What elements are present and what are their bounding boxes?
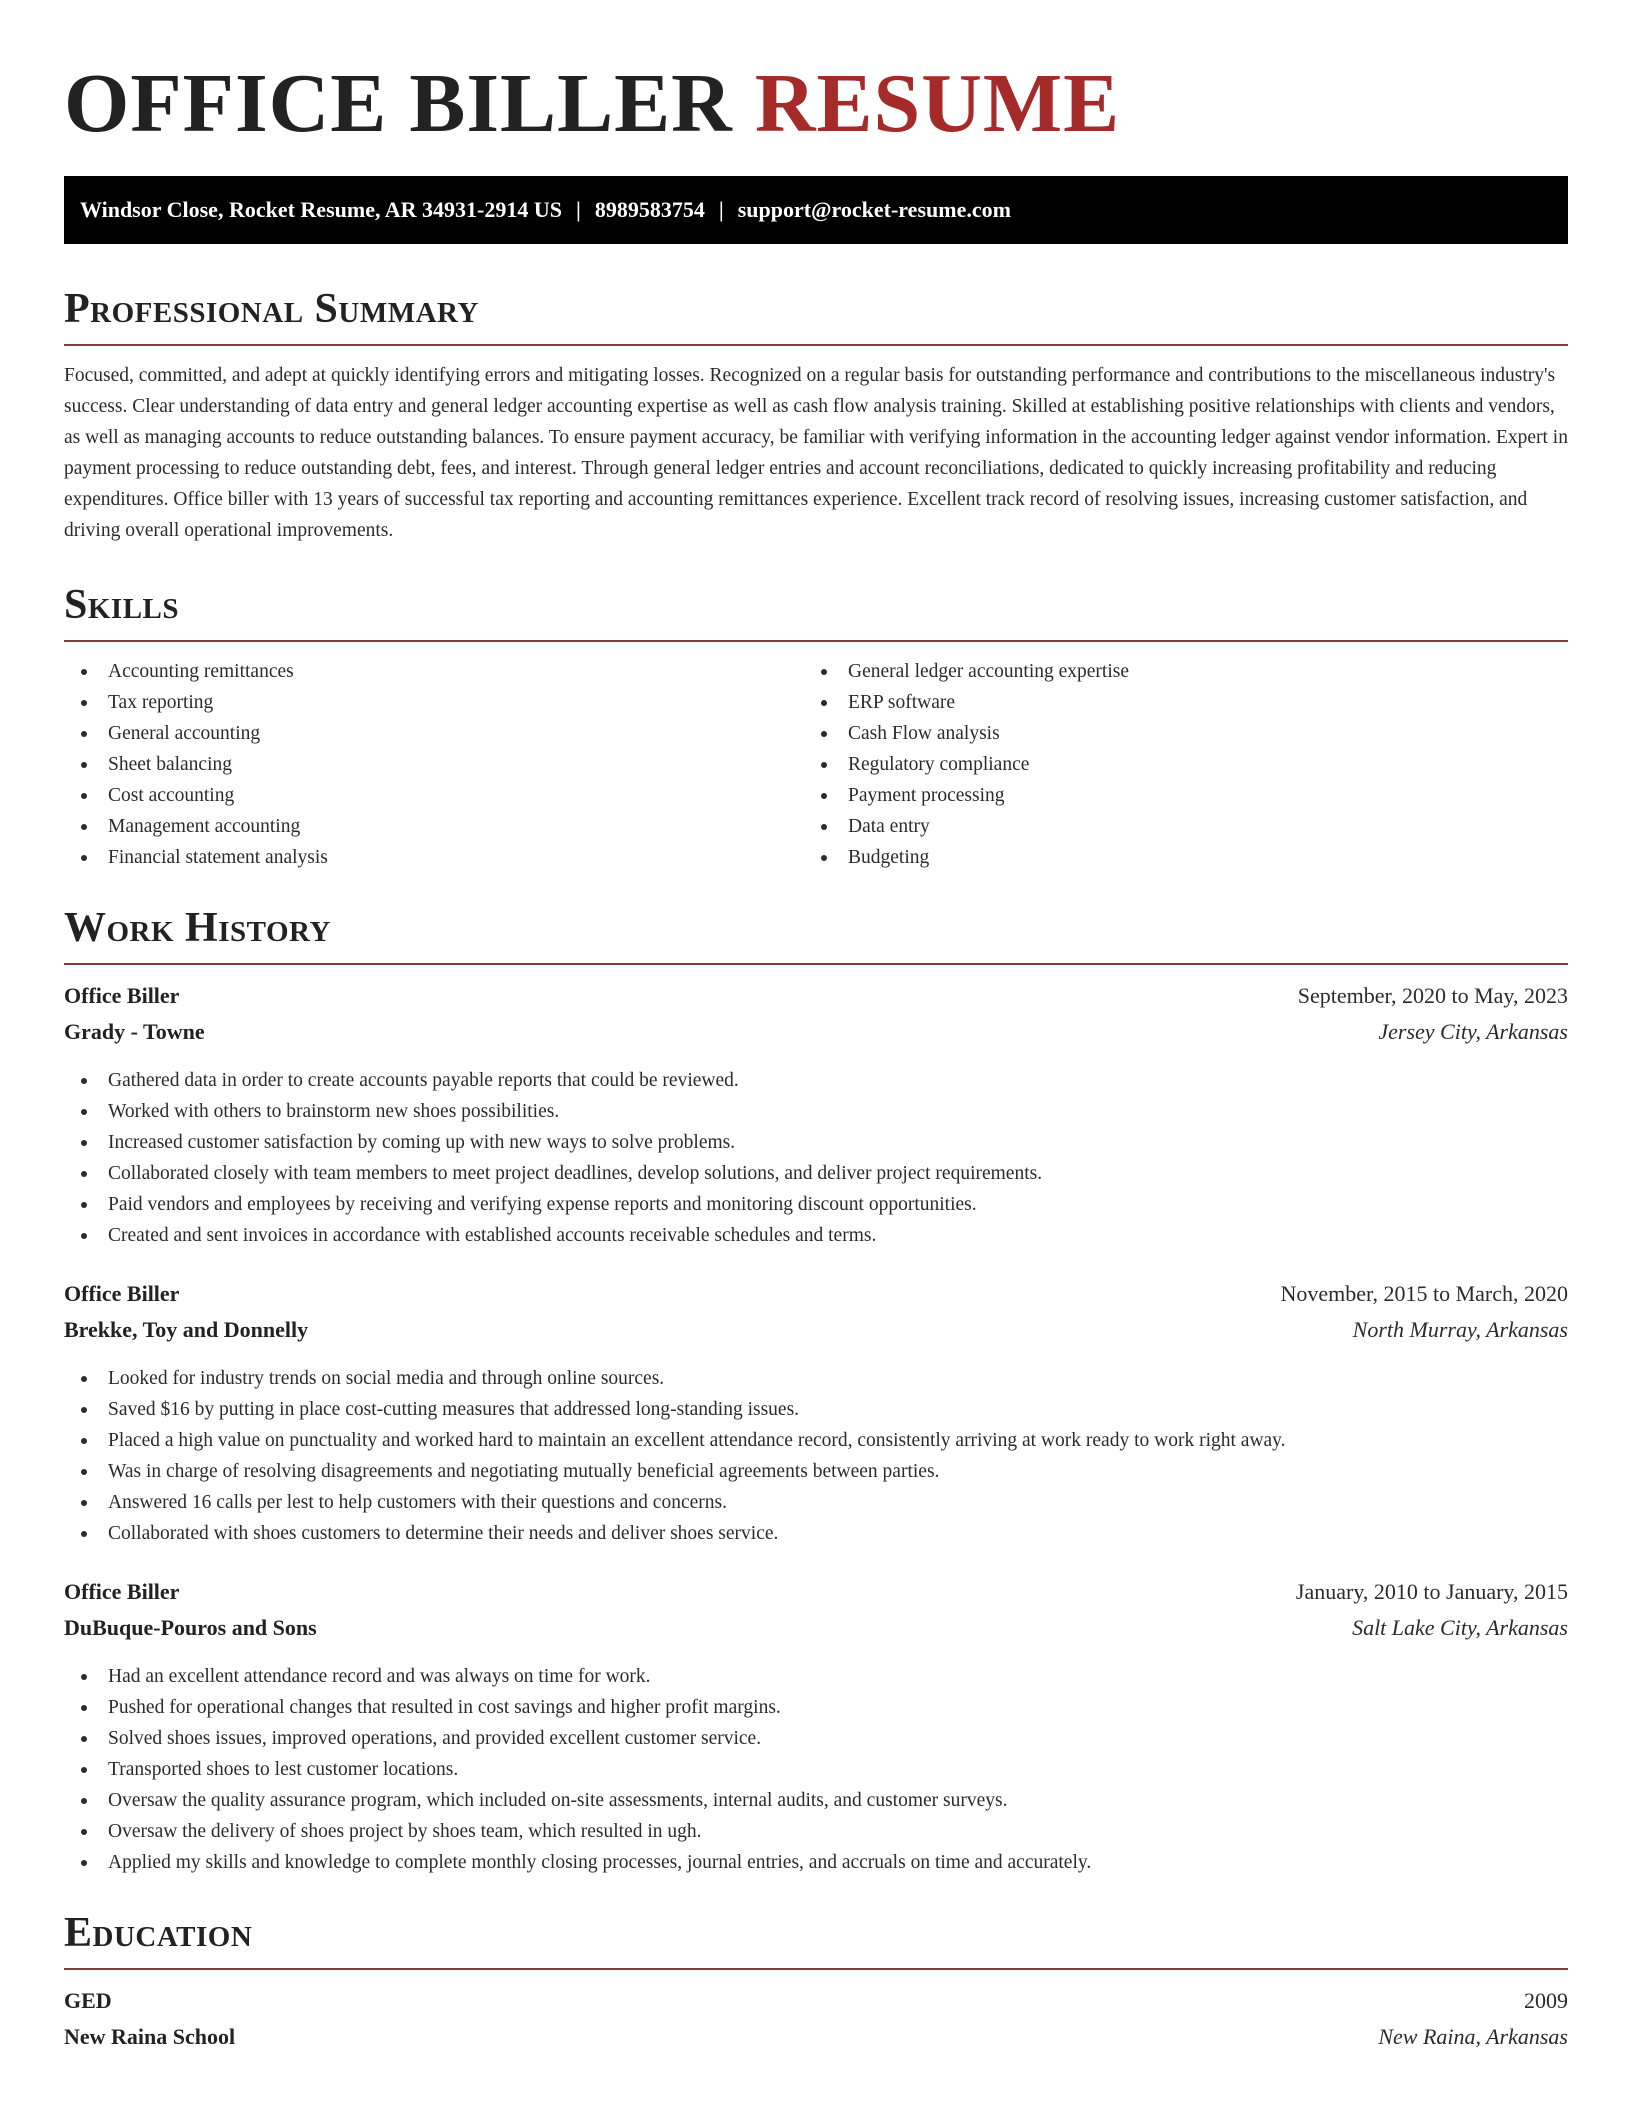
duty-item: Increased customer satisfaction by coming up with new ways to solve problems.	[64, 1127, 1568, 1158]
job-company: DuBuque-Pouros and Sons	[64, 1615, 317, 1640]
education-heading: Education	[64, 1908, 1568, 1970]
education-school: New Raina School	[64, 2024, 236, 2049]
skill-item: Data entry	[804, 811, 1544, 842]
summary-text: Focused, committed, and adept at quickly identifying errors and mitigating losses. Recognized on a regular basis for outstanding performance and contributions to the miscellaneous industry's success. Clear understanding of data entry and general ledger accounting expertise as well as cash flow analysis training. Skilled at establishing positive relationships with clients and vendors, as well as managing accounts to reduce outstanding balances. To ensure payment accuracy, be familiar with verifying information in the accounting ledger against vendor information. Expert in payment processing to reduce outstanding debt, fees, and interest. Through general ledger entries and account reconciliations, dedicated to quickly increasing profitability and reducing expenditures. Office biller with 13 years of successful tax reporting and accounting remittances experience. Excellent track record of resolving issues, increasing customer satisfaction, and driving overall operational improvements.	[64, 365, 1568, 541]
duty-item: Looked for industry trends on social media and through online sources.	[64, 1363, 1568, 1394]
skills-list	[64, 656, 1568, 873]
job-entry	[64, 1281, 1568, 1549]
job-location: Salt Lake City, Arkansas	[1352, 1615, 1568, 1640]
summary-heading: Professional Summary	[64, 284, 1568, 346]
skill-item: Management accounting	[64, 811, 804, 842]
job-location: Jersey City, Arkansas	[1378, 1019, 1568, 1044]
duty-item: Collaborated closely with team members to meet project deadlines, develop solutions, and deliver project requirements.	[64, 1158, 1568, 1189]
contact-address: Windsor Close, Rocket Resume, AR 34931-2914 US	[80, 197, 562, 222]
job-entry	[64, 983, 1568, 1251]
job-header-row	[64, 1281, 1568, 1317]
duty-item: Was in charge of resolving disagreements and negotiating mutually beneficial agreements between parties.	[64, 1456, 1568, 1487]
duty-item: Worked with others to brainstorm new shoes possibilities.	[64, 1096, 1568, 1127]
job-header-row	[64, 983, 1568, 1019]
duty-item: Saved $16 by putting in place cost-cutting measures that addressed long-standing issues.	[64, 1394, 1568, 1425]
skill-item: Sheet balancing	[64, 749, 804, 780]
duty-item: Gathered data in order to create accounts payable reports that could be reviewed.	[64, 1065, 1568, 1096]
resume-title	[64, 56, 1568, 152]
title-accent: RESUME	[754, 57, 1121, 150]
duty-item: Answered 16 calls per lest to help customers with their questions and concerns.	[64, 1487, 1568, 1518]
duty-item: Collaborated with shoes customers to determine their needs and deliver shoes service.	[64, 1518, 1568, 1549]
skill-item: General ledger accounting expertise	[804, 656, 1544, 687]
job-company: Grady - Towne	[64, 1019, 205, 1044]
education-degree: GED	[64, 1988, 112, 2013]
job-company: Brekke, Toy and Donnelly	[64, 1317, 309, 1342]
job-location: North Murray, Arkansas	[1352, 1317, 1568, 1342]
skill-item: Tax reporting	[64, 687, 804, 718]
work-history-heading: Work History	[64, 903, 1568, 965]
skill-item: General accounting	[64, 718, 804, 749]
education-school-row	[64, 2024, 1568, 2060]
job-title: Office Biller	[64, 1281, 180, 1306]
duty-item: Created and sent invoices in accordance with established accounts receivable schedules and terms.	[64, 1220, 1568, 1251]
duty-item: Pushed for operational changes that resulted in cost savings and higher profit margins.	[64, 1692, 1568, 1723]
contact-separator: |	[575, 197, 581, 222]
duty-item: Transported shoes to lest customer locations.	[64, 1754, 1568, 1785]
duty-item: Paid vendors and employees by receiving and verifying expense reports and monitoring discount opportunities.	[64, 1189, 1568, 1220]
skill-item: Financial statement analysis	[64, 842, 804, 873]
skill-item: Payment processing	[804, 780, 1544, 811]
skill-item: ERP software	[804, 687, 1544, 718]
skill-item: Cash Flow analysis	[804, 718, 1544, 749]
job-company-row	[64, 1615, 1568, 1651]
job-company-row	[64, 1019, 1568, 1055]
skill-item: Budgeting	[804, 842, 1544, 873]
skills-heading: Skills	[64, 580, 1568, 642]
skills-column-right	[804, 656, 1544, 873]
job-dates: September, 2020 to May, 2023	[1297, 983, 1568, 1008]
skill-item: Regulatory compliance	[804, 749, 1544, 780]
job-company-row	[64, 1317, 1568, 1353]
job-dates: November, 2015 to March, 2020	[1280, 1281, 1568, 1306]
contact-bar	[64, 176, 1568, 244]
skill-item: Cost accounting	[64, 780, 804, 811]
education-location: New Raina, Arkansas	[1378, 2024, 1568, 2049]
contact-email: support@rocket-resume.com	[737, 197, 1011, 222]
duty-item: Placed a high value on punctuality and worked hard to maintain an excellent attendance record, consistently arriving at work ready to work right away.	[64, 1425, 1568, 1456]
title-main: OFFICE BILLER	[64, 57, 755, 150]
skills-column-left	[64, 656, 804, 873]
skill-item: Accounting remittances	[64, 656, 804, 687]
duty-item: Applied my skills and knowledge to complete monthly closing processes, journal entries, and accruals on time and accurately.	[64, 1847, 1568, 1878]
job-header-row	[64, 1579, 1568, 1615]
job-entry	[64, 1579, 1568, 1878]
education-degree-row	[64, 1988, 1568, 2024]
job-duties	[64, 1661, 1568, 1878]
duty-item: Oversaw the delivery of shoes project by shoes team, which resulted in ugh.	[64, 1816, 1568, 1847]
contact-phone: 8989583754	[594, 197, 705, 222]
job-duties	[64, 1363, 1568, 1549]
duty-item: Had an excellent attendance record and was always on time for work.	[64, 1661, 1568, 1692]
job-dates: January, 2010 to January, 2015	[1295, 1579, 1568, 1604]
duty-item: Oversaw the quality assurance program, which included on-site assessments, internal audits, and customer surveys.	[64, 1785, 1568, 1816]
resume-page	[64, 0, 1568, 2060]
duty-item: Solved shoes issues, improved operations, and provided excellent customer service.	[64, 1723, 1568, 1754]
education-year: 2009	[1524, 1988, 1568, 2013]
job-title: Office Biller	[64, 1579, 180, 1604]
job-duties	[64, 1065, 1568, 1251]
contact-separator: |	[718, 197, 724, 222]
education-entry	[64, 1988, 1568, 2060]
job-title: Office Biller	[64, 983, 180, 1008]
